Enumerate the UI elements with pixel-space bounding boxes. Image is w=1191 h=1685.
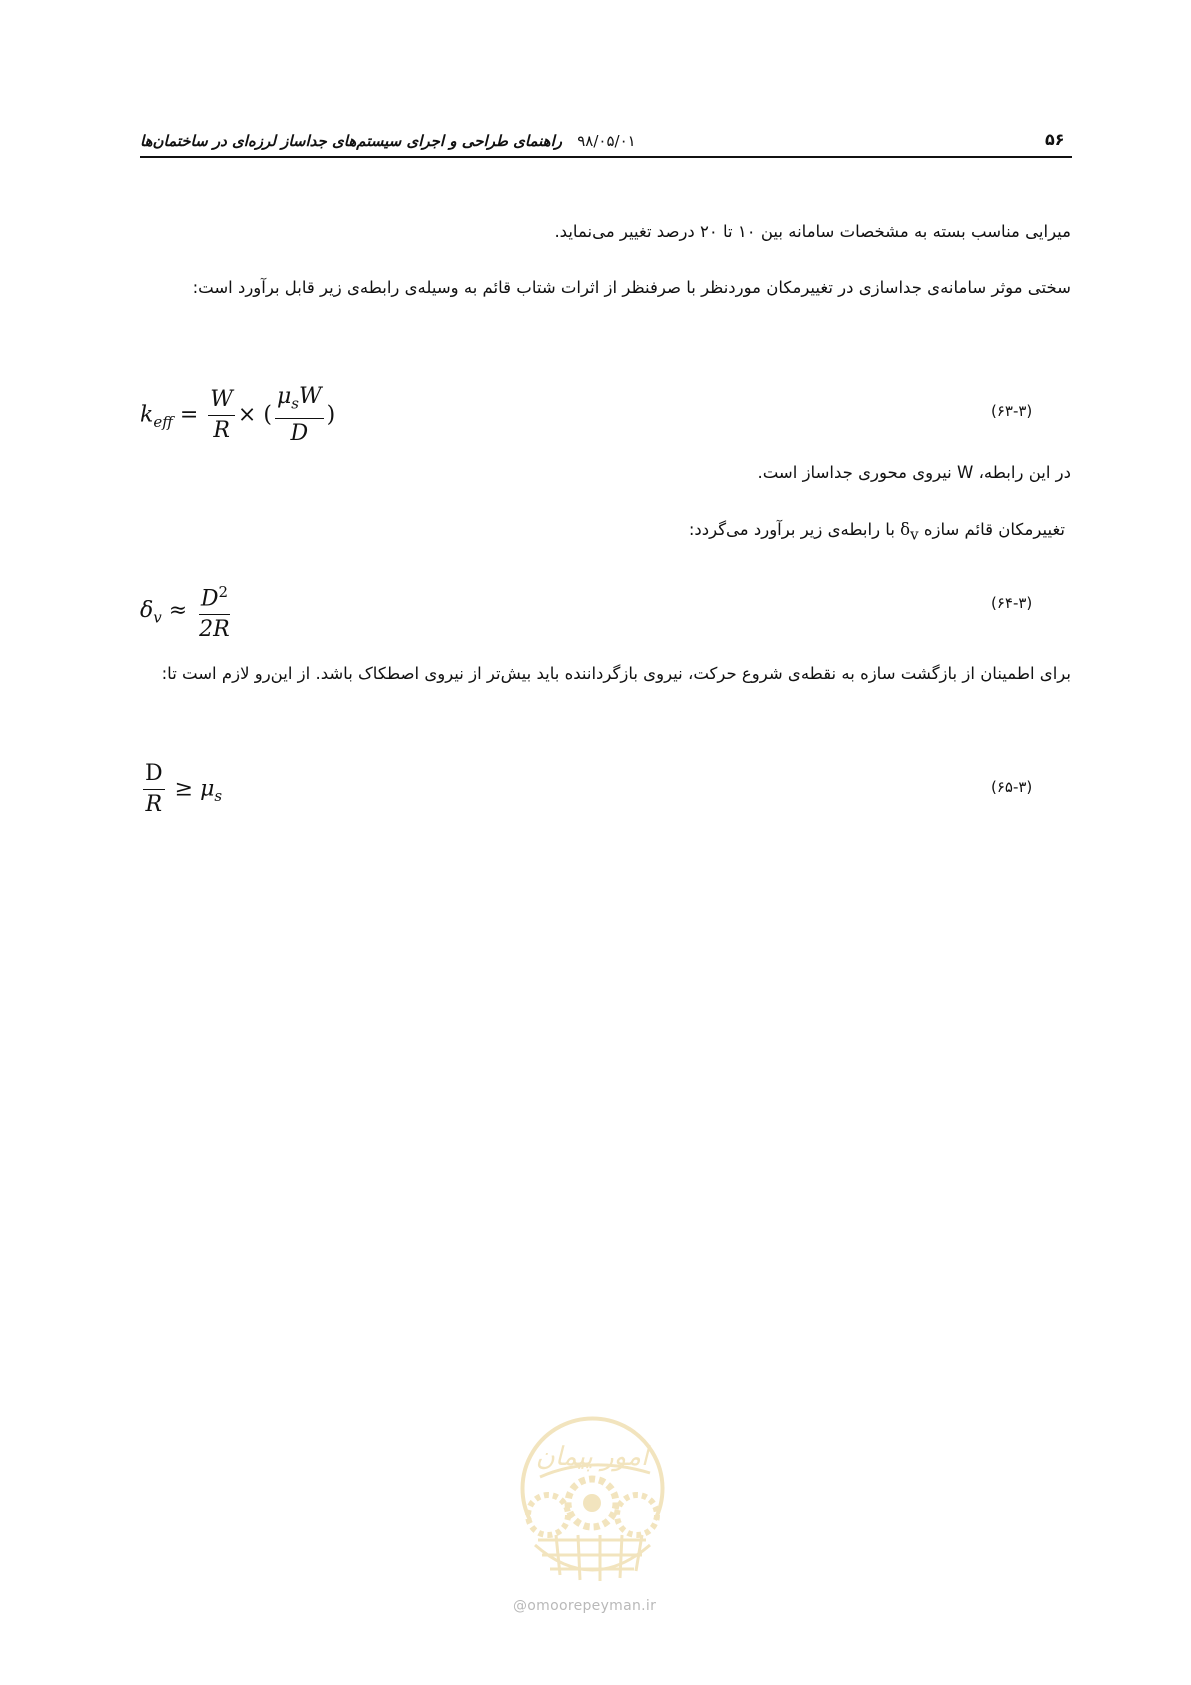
seal-logo [500,1395,685,1585]
seal-graphic [500,1395,685,1585]
eq63-lhs: k [140,402,154,428]
paragraph-vertical-displacement [689,520,1065,543]
p4-before: تغییرمکان قائم سازه [923,520,1065,539]
running-header [140,132,636,150]
paragraph-damping: میرایی مناسب بسته به مشخصات سامانه بین ۱۰ تا ۲۰ درصد تغییر می‌نماید. [554,222,1071,241]
eq63-f1-den: R [213,418,230,444]
eq63-f2-w: W [298,384,322,409]
paragraph-w-definition: در این رابطه، W نیروی محوری جداساز است. [757,463,1071,482]
p4-after: با رابطه‌ی زیر برآورد می‌گردد: [688,520,895,539]
eq65-rhs: μ [200,776,215,802]
eq64-den: 2R [199,617,230,643]
eq63-fraction-2 [275,383,324,448]
eq63-fraction-1 [208,386,235,445]
eq63-f2-den: D [290,421,309,447]
eq63-open-paren: ( [263,402,272,428]
eq63-times: × [237,402,257,428]
equation-64 [140,578,235,644]
eq65-rhs-sub: s [214,786,223,805]
seal-calligraphy: امور پیمان [535,1442,649,1472]
eq64-num-sup: 2 [218,583,229,601]
eq63-f1-num: W [210,387,233,413]
eq63-equals: = [179,402,199,428]
eq63-lhs-sub: eff [153,413,173,432]
eq65-den: R [145,792,163,817]
p4-delta-sub: v [910,525,919,544]
equation-number-64: (۶۴-۳) [991,594,1033,612]
equation-63 [140,383,335,448]
eq65-fraction [143,760,165,819]
eq65-num: D [143,760,165,790]
header-date: ۹۸/۰۵/۰۱ [577,132,636,150]
equation-number-65: (۶۵-۳) [991,778,1033,796]
eq64-num: D [200,586,219,612]
eq64-lhs: δ [140,598,154,624]
watermark-url: @omoorepeyman.ir [513,1598,657,1614]
eq64-approx: ≈ [168,598,188,624]
p4-delta: δ [900,520,911,539]
equation-number-63: (۶۳-۳) [991,402,1033,420]
paragraph-restoring-force: برای اطمینان از بازگشت سازه به نقطه‌ی شروع حرکت، نیروی بازگرداننده باید بیش‌تر از نیروی اصطکاک باشد. از این‌رو لازم است تا: [161,664,1071,683]
header-divider [140,156,1072,158]
page-number: ۵۶ [1045,130,1065,149]
eq64-fraction [197,578,232,644]
header-title: راهنمای طراحی و اجرای سیستم‌های جداساز لرزه‌ای در ساختمان‌ها [140,132,562,150]
eq65-geq: ≥ [174,776,194,802]
eq63-close-paren: ) [326,402,336,428]
paragraph-stiffness: سختی موثر سامانه‌ی جداسازی در تغییرمکان موردنظر با صرفنظر از اثرات شتاب قائم به وسیله‌ی رابطه‌ی زیر قابل برآورد است: [192,278,1071,297]
eq63-f2-mu: μ [276,384,292,409]
eq63-f2-sub: s [291,394,299,413]
equation-65 [140,760,222,819]
p4-delta-symbol [900,520,919,544]
eq64-lhs-sub: v [153,608,162,627]
